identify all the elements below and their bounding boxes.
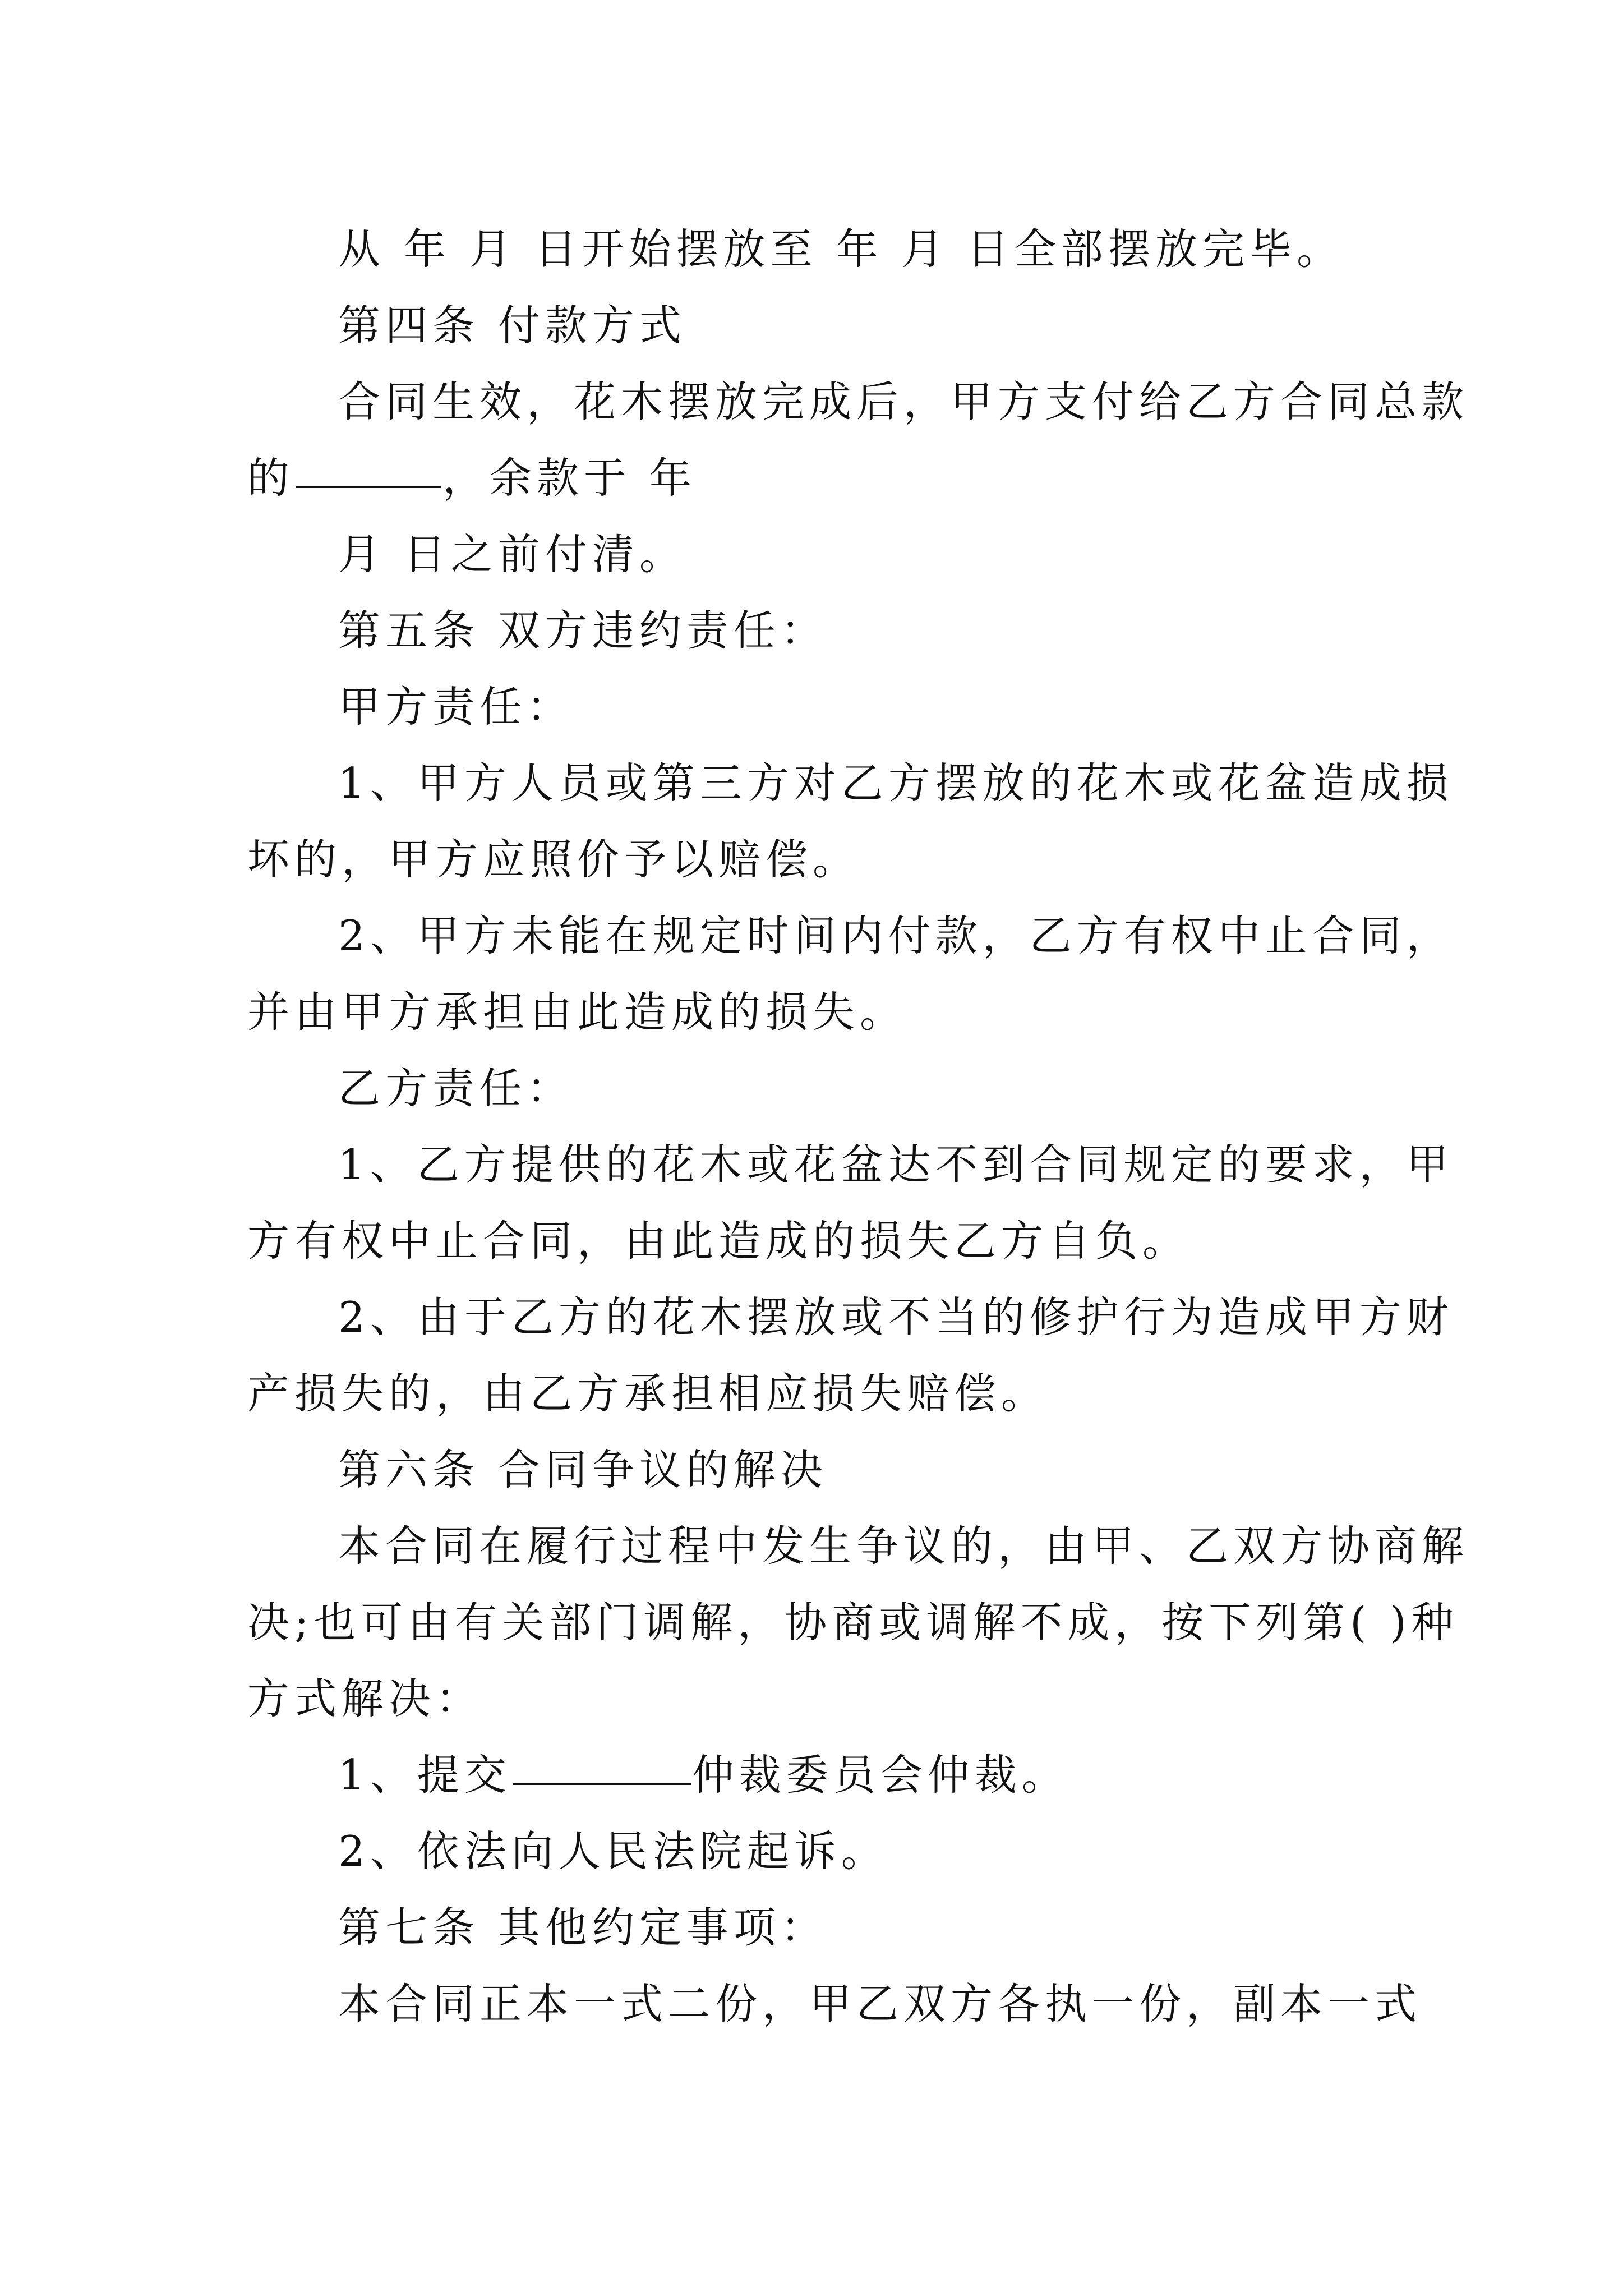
section-heading: 第六条 合同争议的解决 — [338, 1445, 828, 1494]
text-segment: ，余款于 年 — [442, 453, 697, 503]
text-line: 1、乙方提供的花木或花盆达不到合同规定的要求，甲 — [338, 1140, 1454, 1189]
text-line: 合同生效，花木摆放完成后，甲方支付给乙方合同总款 — [338, 377, 1469, 426]
text-line — [247, 440, 1380, 516]
text-line: 2、甲方未能在规定时间内付款，乙方有权中止合同， — [338, 911, 1454, 960]
contract-text — [247, 211, 1469, 2042]
subheading: 甲方责任： — [338, 682, 574, 731]
text-line: 月 日之前付清。 — [338, 530, 686, 579]
text-line: 方有权中止合同，由此造成的损失乙方自负。 — [247, 1216, 1190, 1266]
text-line: 产损失的，由乙方承担相应损失赔偿。 — [247, 1369, 1049, 1418]
section-heading: 第四条 付款方式 — [338, 301, 686, 350]
text-segment: 1、提交 — [338, 1750, 511, 1800]
text-line: 并由甲方承担由此造成的损失。 — [247, 987, 907, 1037]
text-line: 本合同在履行过程中发生争议的，由甲、乙双方协商解 — [338, 1521, 1469, 1571]
section-heading: 第七条 其他约定事项： — [338, 1903, 828, 1952]
text-segment: 的 — [247, 453, 295, 503]
text-line: 方式解决： — [247, 1674, 483, 1723]
subheading: 乙方责任： — [338, 1064, 574, 1113]
text-line: 从 年 月 日开始摆放至 年 月 日全部摆放完毕。 — [338, 224, 1344, 274]
text-line: 决;也可由有关部门调解，协商或调解不成，按下列第( )种 — [247, 1598, 1459, 1647]
text-line: 坏的，甲方应照价予以赔偿。 — [247, 835, 860, 884]
text-line: 1、甲方人员或第三方对乙方摆放的花木或花盆造成损 — [338, 758, 1454, 808]
text-line — [247, 1737, 1380, 1813]
fill-in-blank — [296, 451, 441, 488]
text-segment: 仲裁委员会仲裁。 — [691, 1750, 1069, 1800]
fill-in-blank — [513, 1748, 691, 1785]
text-line: 2、依法向人民法院起诉。 — [338, 1826, 888, 1876]
section-heading: 第五条 双方违约责任： — [338, 606, 828, 655]
text-line: 本合同正本一式二份，甲乙双方各执一份，副本一式 — [338, 1979, 1422, 2028]
text-line: 2、由于乙方的花木摆放或不当的修护行为造成甲方财 — [338, 1292, 1454, 1342]
